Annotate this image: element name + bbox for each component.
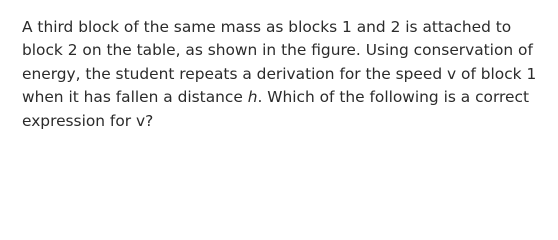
question-text [22,16,547,133]
question-text-part1: A third block of the same mass as blocks 1 and 2 is attached to block 2 on the table, as shown in the figure. Using conservation of energy, the student repeats a derivation for the speed v of block 1 when it has fallen a distance [22,18,537,107]
question-text-part2: . Which of the following is a correct expression for v? [22,88,529,130]
distance-variable: h [247,88,258,107]
